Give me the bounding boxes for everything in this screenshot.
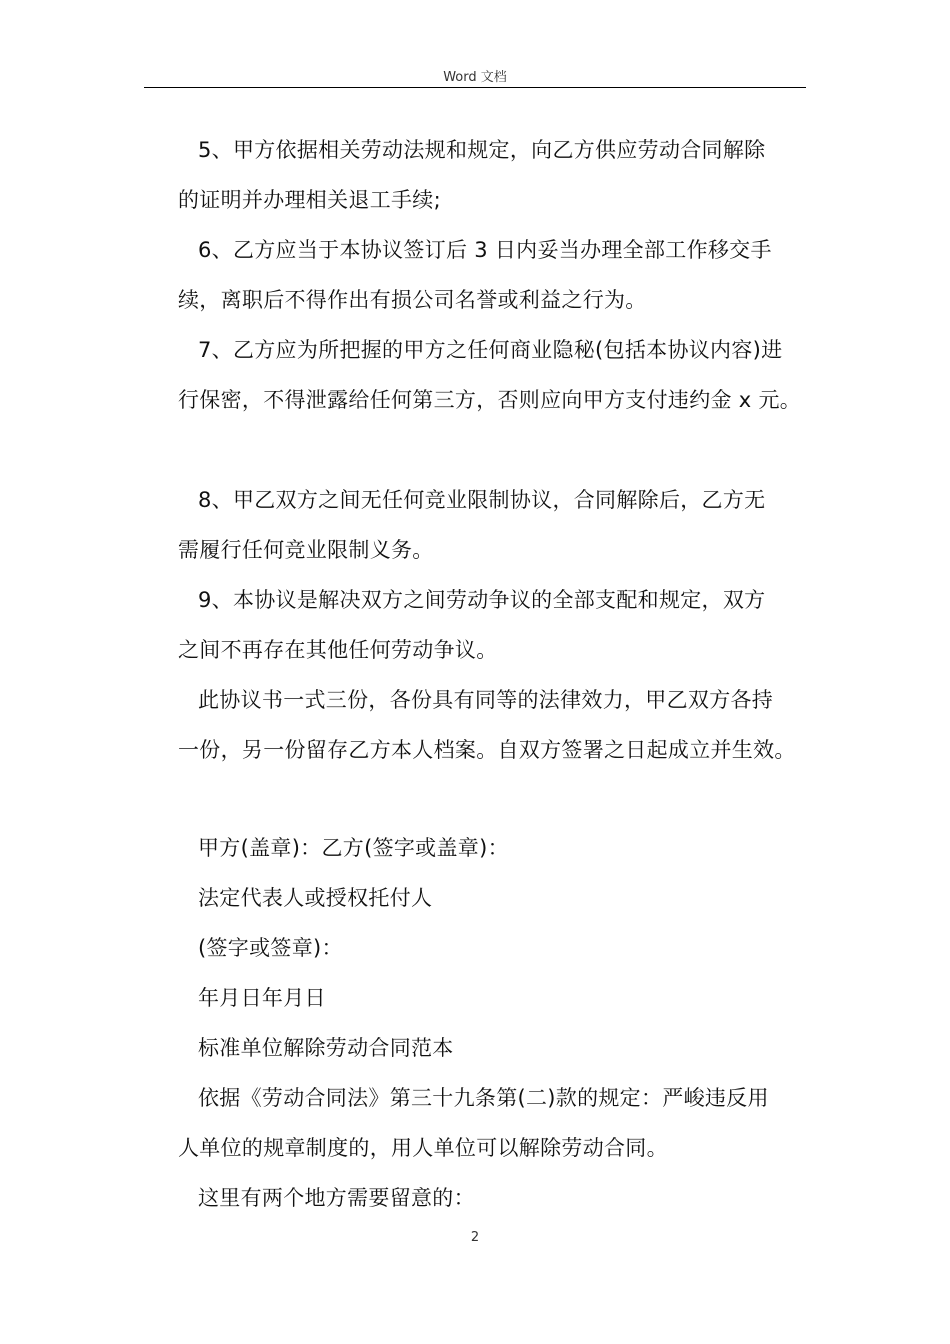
- paragraph-6-line-2: 续，离职后不得作出有损公司名誉或利益之行为。: [178, 288, 647, 312]
- paragraph-5-line-2: 的证明并办理相关退工手续;: [178, 188, 441, 212]
- page-header-title: Word 文档: [443, 70, 507, 85]
- paragraph-5-line-1: 5、甲方依据相关劳动法规和规定，向乙方供应劳动合同解除: [198, 138, 766, 162]
- legal-representative: 法定代表人或授权托付人: [198, 886, 433, 910]
- paragraph-8-line-2: 需履行任何竞业限制义务。: [178, 538, 434, 562]
- paragraph-6-line-1: 6、乙方应当于本协议签订后 3 日内妥当办理全部工作移交手: [198, 238, 772, 262]
- paragraph-7-line-2: 行保密，不得泄露给任何第三方，否则应向甲方支付违约金 x 元。: [178, 388, 802, 412]
- signature-parties: 甲方(盖章)：乙方(签字或盖章)：: [198, 836, 509, 860]
- header-divider: [144, 87, 806, 88]
- section-heading: 标准单位解除劳动合同范本: [198, 1036, 454, 1060]
- copies-paragraph-line-2: 一份，另一份留存乙方本人档案。自双方签署之日起成立并生效。: [178, 738, 796, 762]
- law-paragraph-line-2: 人单位的规章制度的，用人单位可以解除劳动合同。: [178, 1136, 668, 1160]
- page-number: 2: [470, 1230, 480, 1245]
- copies-paragraph-line-1: 此协议书一式三份，各份具有同等的法律效力，甲乙双方各持: [198, 688, 774, 712]
- notice-paragraph: 这里有两个地方需要留意的：: [198, 1186, 475, 1210]
- paragraph-9-line-1: 9、本协议是解决双方之间劳动争议的全部支配和规定，双方: [198, 588, 766, 612]
- paragraph-7-line-1: 7、乙方应为所把握的甲方之任何商业隐秘(包括本协议内容)进: [198, 338, 783, 362]
- paragraph-8-line-1: 8、甲乙双方之间无任何竞业限制协议，合同解除后，乙方无: [198, 488, 766, 512]
- signature-note: (签字或签章)：: [198, 936, 343, 960]
- signature-dates: 年月日年月日: [198, 986, 326, 1010]
- paragraph-9-line-2: 之间不再存在其他任何劳动争议。: [178, 638, 498, 662]
- law-paragraph-line-1: 依据《劳动合同法》第三十九条第(二)款的规定：严峻违反用: [198, 1086, 769, 1110]
